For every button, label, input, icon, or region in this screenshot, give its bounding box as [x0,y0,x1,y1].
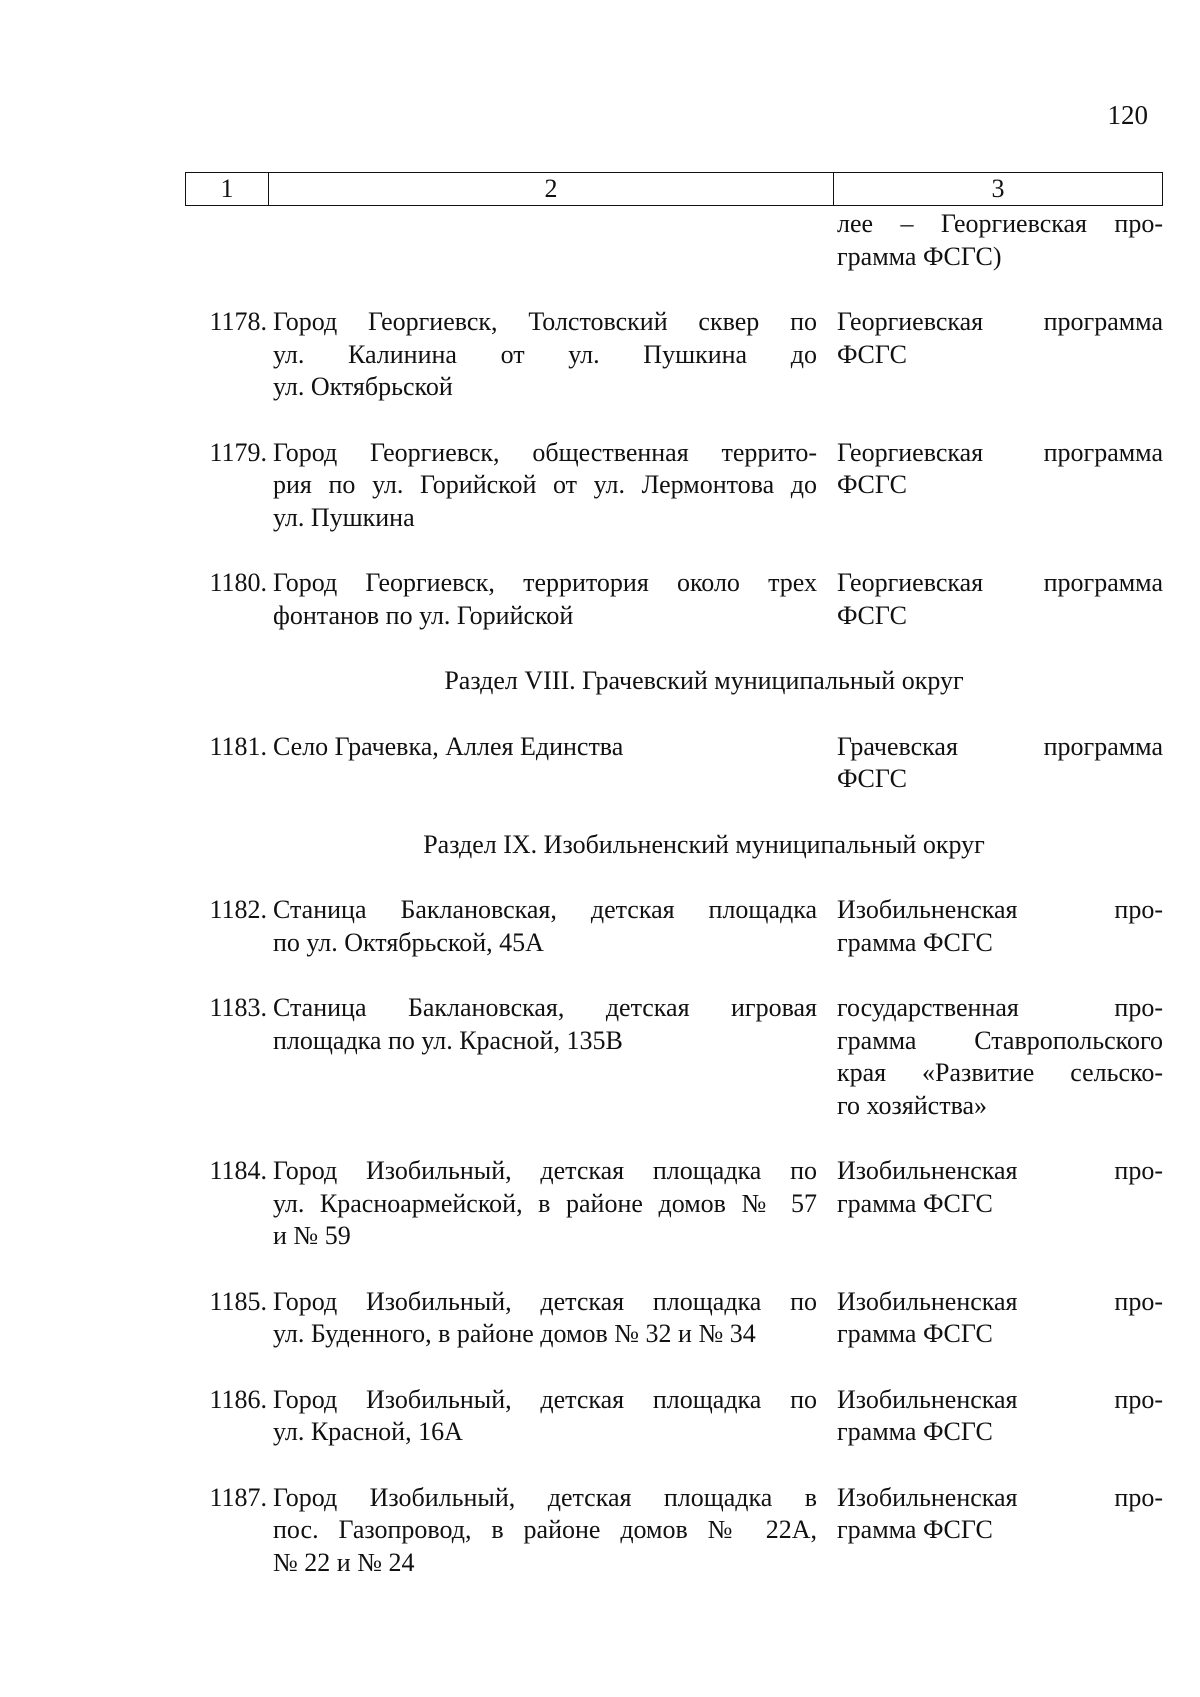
row-program [833,731,1163,796]
row-description [273,731,833,796]
text-line: рия по ул. Горийской от ул. Лермонтова до [273,470,817,499]
row-program [833,208,1163,273]
text-line: Город Изобильный, детская площадка по [273,1286,817,1316]
row-number: 1187. [209,1482,267,1512]
row-description [273,1482,833,1580]
text-line: Станица Баклановская, детская игровая [273,993,817,1022]
text-line: грамма ФСГС [837,1188,993,1218]
text-line: площадка по ул. Красной, 135В [273,1025,623,1055]
table-row [185,437,1163,535]
text-line: грамма ФСГС [837,1515,993,1544]
text-line: Город Изобильный, детская площадка по [273,1156,817,1185]
text-line: Изобильненская про- [837,1156,1163,1185]
table-row [185,731,1163,796]
row-number: 1178. [209,307,267,336]
rows-group-georgievsk [185,306,1163,632]
table-row [185,306,1163,404]
text-line: Город Георгиевск, общественная террито- [273,437,817,467]
text-line: ФСГС [837,339,907,369]
text-line: Георгиевская программа [837,568,1163,597]
row-number: 1179. [209,437,267,467]
row-description [273,1286,833,1351]
row-program [833,894,1163,959]
row-description [273,306,833,404]
text-line: Грачевская программа [837,731,1163,761]
row-number: 1184. [209,1156,267,1185]
text-line: ул. Красной, 16А [273,1417,463,1446]
text-line: Изобильненская про- [837,895,1163,924]
text-line: Георгиевская программа [837,437,1163,467]
table-row [185,1155,1163,1253]
table-row [185,1482,1163,1580]
text-line: пос. Газопровод, в районе домов № 22А, [273,1515,817,1544]
text-line: по ул. Октябрьской, 45А [273,927,544,957]
row-program [833,1384,1163,1449]
text-line: Город Георгиевск, Толстовский сквер по [273,307,817,336]
text-line: грамма ФСГС [837,1417,993,1446]
table-body [185,208,1163,1612]
row-description [273,1155,833,1253]
row-program [833,1286,1163,1351]
table-row [185,894,1163,959]
table-row [185,1286,1163,1351]
text-line: грамма Ставропольского [837,1025,1163,1055]
row-number: 1180. [209,568,267,597]
text-line: государственная про- [837,993,1163,1022]
section-title-9: Раздел IX. Изобильненский муниципальный округ [423,829,985,859]
page-number: 120 [1107,100,1148,130]
row-description [273,567,833,632]
text-line: фонтанов по ул. Горийской [273,600,574,630]
text-line: ул. Пушкина [273,502,415,532]
text-line: ул. Калинина от ул. Пушкина до [273,339,817,369]
row-number [185,208,273,273]
row-program [833,1155,1163,1253]
text-line: Село Грачевка, Аллея Единства [273,731,624,761]
row-program [833,992,1163,1122]
text-line: грамма ФСГС [837,927,993,957]
header-col-1: 1 [186,173,269,205]
text-line: Город Изобильный, детская площадка по [273,1384,817,1414]
rows-group-izobilnensky [185,894,1163,1579]
text-line: Изобильненская про- [837,1286,1163,1316]
row-description [273,894,833,959]
text-line: Георгиевская программа [837,307,1163,336]
text-line: лее – Георгиевская про- [837,209,1163,238]
rows-group-grachevsky [185,731,1163,796]
text-line: ФСГС [837,470,907,499]
text-line: го хозяйства» [837,1090,988,1120]
text-line: ул. Красноармейской, в районе домов № 57 [273,1188,817,1218]
table-header [185,172,1163,206]
row-program [833,437,1163,535]
row-program [833,306,1163,404]
header-col-3: 3 [991,174,1005,203]
row-number: 1183. [209,993,267,1022]
row-program [833,1482,1163,1580]
row-description [273,208,833,273]
text-line: ФСГС [837,764,907,793]
text-line: Изобильненская про- [837,1482,1163,1512]
table-row [185,567,1163,632]
row-description [273,1384,833,1449]
text-line: Изобильненская про- [837,1384,1163,1414]
text-line: Город Изобильный, детская площадка в [273,1482,817,1512]
text-line: Станица Баклановская, детская площадка [273,895,817,924]
text-line: № 22 и № 24 [273,1547,415,1577]
text-line: ул. Октябрьской [273,372,453,401]
text-line: и № 59 [273,1221,351,1250]
text-line: грамма ФСГС) [837,241,1002,271]
section-title-8: Раздел VIII. Грачевский муниципальный округ [444,666,964,695]
row-number: 1186. [209,1384,267,1414]
continuation-row [185,208,1163,273]
table-row [185,1384,1163,1449]
text-line: Город Георгиевск, территория около трех [273,568,817,597]
row-program [833,567,1163,632]
row-number: 1181. [209,731,267,761]
table-row [185,992,1163,1122]
text-line: грамма ФСГС [837,1319,993,1348]
row-number: 1185. [209,1286,267,1316]
row-description [273,992,833,1122]
text-line: ФСГС [837,600,907,630]
row-description [273,437,833,535]
text-line: края «Развитие сельско- [837,1058,1163,1087]
row-number: 1182. [209,895,267,924]
header-col-2: 2 [269,173,834,205]
text-line: ул. Буденного, в районе домов № 32 и № 34 [273,1319,756,1348]
